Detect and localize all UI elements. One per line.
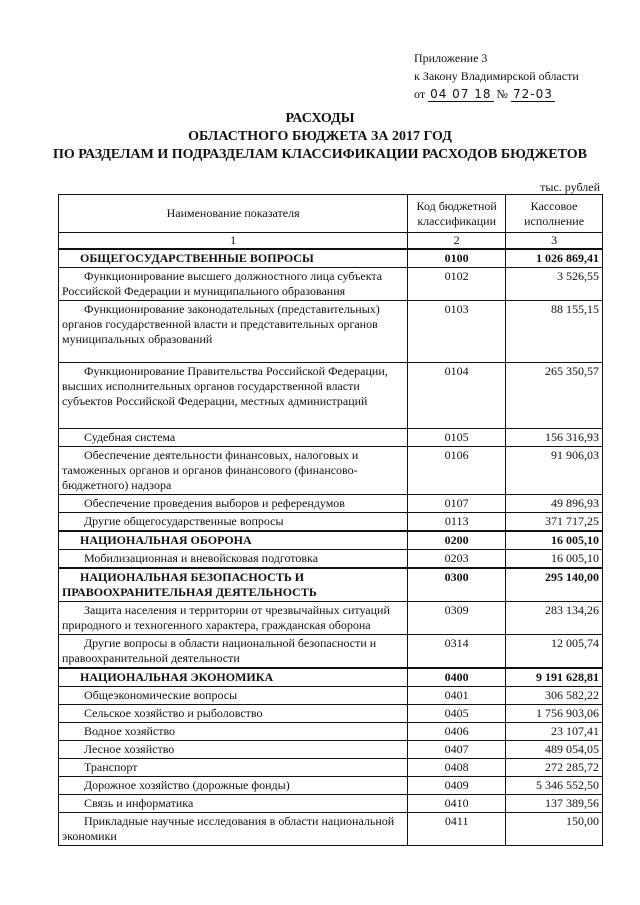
table-row [59, 531, 603, 550]
expenses-table [58, 194, 603, 846]
row-code: 0314 [408, 635, 506, 669]
appendix-line1: Приложение 3 [414, 51, 488, 65]
table-row [59, 635, 603, 669]
row-name: Мобилизационная и вневойсковая подготовка [59, 550, 408, 569]
header-number: 1 [59, 233, 408, 250]
row-name: Общеэкономические вопросы [59, 687, 408, 705]
row-amount: 156 316,93 [506, 429, 603, 447]
row-code: 0200 [408, 531, 506, 550]
row-code: 0105 [408, 429, 506, 447]
row-name: Прикладные научные исследования в области национальной экономики [59, 813, 408, 846]
header-number: 3 [506, 233, 603, 250]
row-amount: 272 285,72 [506, 759, 603, 777]
row-name: Водное хозяйство [59, 723, 408, 741]
row-code: 0309 [408, 602, 506, 635]
row-name: НАЦИОНАЛЬНАЯ ОБОРОНА [59, 531, 408, 550]
table-row [59, 687, 603, 705]
row-name: Защита населения и территории от чрезвычайных ситуаций природного и техногенного характера, гражданская оборона [59, 602, 408, 635]
row-name: Обеспечение деятельности финансовых, налоговых и таможенных органов и органов финансового (финансово-бюджетного) надзора [59, 447, 408, 495]
row-name: ОБЩЕГОСУДАРСТВЕННЫЕ ВОПРОСЫ [59, 249, 408, 268]
date-prefix: от [414, 87, 426, 101]
row-code: 0409 [408, 777, 506, 795]
row-code: 0107 [408, 495, 506, 513]
row-amount: 12 005,74 [506, 635, 603, 669]
row-code: 0106 [408, 447, 506, 495]
appendix-line3 [414, 85, 579, 103]
row-code: 0401 [408, 687, 506, 705]
row-amount: 49 896,93 [506, 495, 603, 513]
row-name: Транспорт [59, 759, 408, 777]
row-name: Функционирование законодательных (представительных) органов государственной власти и представительных органов муниципальных образований [59, 301, 408, 363]
units-label: тыс. рублей [540, 180, 600, 194]
row-name: Обеспечение проведения выборов и референдумов [59, 495, 408, 513]
row-code: 0104 [408, 363, 506, 429]
row-name: Другие общегосударственные вопросы [59, 513, 408, 532]
row-amount: 489 054,05 [506, 741, 603, 759]
number-prefix: № [496, 87, 508, 101]
row-code: 0408 [408, 759, 506, 777]
row-amount: 91 906,03 [506, 447, 603, 495]
row-amount: 5 346 552,50 [506, 777, 603, 795]
table-header-row [59, 195, 603, 233]
row-amount: 137 389,56 [506, 795, 603, 813]
row-amount: 88 155,15 [506, 301, 603, 363]
row-code: 0407 [408, 741, 506, 759]
table-row [59, 363, 603, 429]
table-row [59, 723, 603, 741]
table-row [59, 705, 603, 723]
table-row [59, 568, 603, 602]
row-name: НАЦИОНАЛЬНАЯ БЕЗОПАСНОСТЬ И ПРАВООХРАНИТЕЛЬНАЯ ДЕЯТЕЛЬНОСТЬ [59, 568, 408, 602]
row-code: 0410 [408, 795, 506, 813]
table-row [59, 268, 603, 301]
row-name: Сельское хозяйство и рыболовство [59, 705, 408, 723]
title-line2: ОБЛАСТНОГО БЮДЖЕТА ЗА 2017 ГОД [188, 129, 452, 144]
table-row [59, 668, 603, 687]
row-name: НАЦИОНАЛЬНАЯ ЭКОНОМИКА [59, 668, 408, 687]
row-amount: 23 107,41 [506, 723, 603, 741]
row-code: 0405 [408, 705, 506, 723]
table-row [59, 813, 603, 846]
table-row [59, 795, 603, 813]
row-code: 0203 [408, 550, 506, 569]
row-code: 0103 [408, 301, 506, 363]
row-amount: 371 717,25 [506, 513, 603, 532]
row-code: 0100 [408, 249, 506, 268]
table-row [59, 495, 603, 513]
row-amount: 150,00 [506, 813, 603, 846]
document-title [40, 110, 600, 164]
row-code: 0300 [408, 568, 506, 602]
table-row [59, 759, 603, 777]
header-code: Код бюджетной классификации [408, 195, 506, 233]
row-code: 0406 [408, 723, 506, 741]
header-amount: Кассовое исполнение [506, 195, 603, 233]
title-line1: РАСХОДЫ [285, 111, 355, 126]
row-name: Лесное хозяйство [59, 741, 408, 759]
table-row [59, 777, 603, 795]
row-amount: 283 134,26 [506, 602, 603, 635]
table-row [59, 741, 603, 759]
table-row [59, 513, 603, 532]
table-row [59, 249, 603, 268]
row-code: 0102 [408, 268, 506, 301]
row-amount: 16 005,10 [506, 531, 603, 550]
row-name: Функционирование Правительства Российской Федерации, высших исполнительных органов государственной власти субъектов Российской Федерации, местных администраций [59, 363, 408, 429]
header-number: 2 [408, 233, 506, 250]
row-code: 0411 [408, 813, 506, 846]
title-line3: ПО РАЗДЕЛАМ И ПОДРАЗДЕЛАМ КЛАССИФИКАЦИИ РАСХОДОВ БЮДЖЕТОВ [52, 147, 588, 162]
row-amount: 295 140,00 [506, 568, 603, 602]
table-row [59, 550, 603, 569]
header-name: Наименование показателя [59, 195, 408, 233]
row-amount: 3 526,55 [506, 268, 603, 301]
row-name: Дорожное хозяйство (дорожные фонды) [59, 777, 408, 795]
row-code: 0400 [408, 668, 506, 687]
row-name: Другие вопросы в области национальной безопасности и правоохранительной деятельности [59, 635, 408, 669]
row-amount: 9 191 628,81 [506, 668, 603, 687]
row-amount: 306 582,22 [506, 687, 603, 705]
row-amount: 16 005,10 [506, 550, 603, 569]
law-number: 72-03 [512, 87, 553, 101]
appendix-line2: к Закону Владимирской области [414, 69, 579, 83]
row-amount: 1 756 903,06 [506, 705, 603, 723]
appendix-note [414, 49, 579, 103]
table-row [59, 301, 603, 363]
row-name: Функционирование высшего должностного лица субъекта Российской Федерации и муниципального образования [59, 268, 408, 301]
row-amount: 1 026 869,41 [506, 249, 603, 268]
table-row [59, 447, 603, 495]
law-date: 04 07 18 [430, 87, 492, 101]
row-code: 0113 [408, 513, 506, 532]
table-header-numbers [59, 233, 603, 250]
table-row [59, 602, 603, 635]
row-name: Судебная система [59, 429, 408, 447]
row-name: Связь и информатика [59, 795, 408, 813]
row-amount: 265 350,57 [506, 363, 603, 429]
table-row [59, 429, 603, 447]
